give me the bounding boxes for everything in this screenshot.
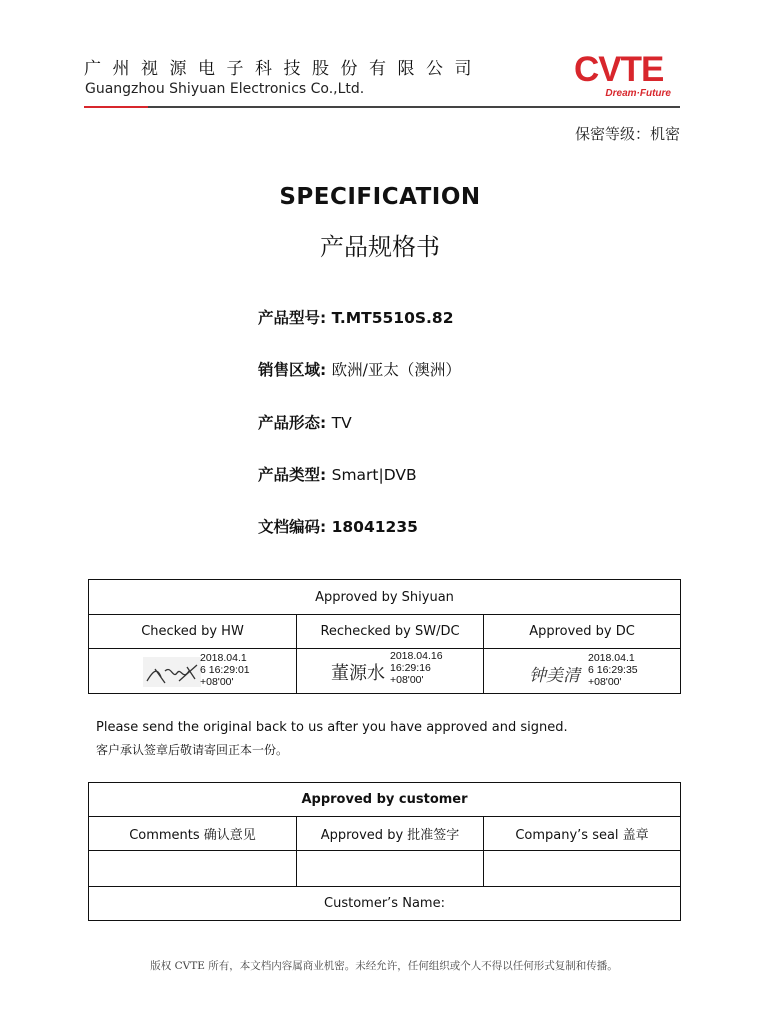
shiyuan-approval-table [88, 579, 681, 694]
field-value: Smart|DVB [331, 466, 417, 484]
field-value: 18041235 [331, 518, 418, 536]
field-label: 产品型号: [258, 309, 332, 327]
cvte-logo [574, 50, 686, 102]
return-instruction-chinese: 客户承认签章后敬请寄回正本一份。 [96, 743, 289, 757]
field-value: 欧洲/亚太（澳洲） [331, 361, 461, 379]
signature-cell-hw [89, 649, 297, 694]
document-title: SPECIFICATION [279, 184, 481, 210]
digital-signature-stamp [390, 650, 443, 686]
stamp-timezone: +08'00' [200, 676, 234, 688]
field-document-code [258, 515, 418, 537]
stamp-time: 6 16:29:01 [200, 664, 250, 676]
field-label: 产品形态: [258, 414, 332, 432]
signature-cell-sw-dc [297, 649, 484, 694]
column-approved-by: Approved by 批准签字 [297, 817, 484, 851]
field-value: T.MT5510S.82 [331, 309, 454, 327]
confidentiality-level: 保密等级：机密 [574, 125, 680, 143]
logo-tagline: Dream·Future [605, 88, 671, 99]
stamp-timezone: +08'00' [588, 676, 622, 688]
stamp-timezone: +08'00' [390, 674, 424, 686]
field-label: 文档编码: [258, 518, 332, 536]
signature-cell-dc [484, 649, 681, 694]
column-comments: Comments 确认意见 [89, 817, 297, 851]
approval-table-title: Approved by Shiyuan [89, 580, 681, 615]
field-sales-region [258, 358, 461, 380]
customer-table-title: Approved by customer [89, 783, 681, 817]
stamp-time: 6 16:29:35 [588, 664, 638, 676]
field-value: TV [331, 414, 352, 432]
customer-approval-table [88, 782, 681, 921]
column-rechecked-by-sw-dc: Rechecked by SW/DC [297, 615, 484, 649]
stamp-date: 2018.04.16 [390, 650, 443, 662]
header-divider-accent [84, 106, 148, 108]
field-product-model [258, 306, 453, 328]
column-company-seal: Company’s seal 盖章 [484, 817, 681, 851]
column-approved-by-dc: Approved by DC [484, 615, 681, 649]
handwritten-signature-text: 董源水 [331, 663, 385, 684]
stamp-date: 2018.04.1 [200, 652, 247, 664]
stamp-date: 2018.04.1 [588, 652, 635, 664]
field-product-type [258, 463, 417, 485]
digital-signature-stamp [200, 652, 250, 688]
field-label: 销售区域: [258, 361, 332, 379]
comments-entry-cell[interactable] [89, 851, 297, 887]
handwritten-signature-image [143, 657, 201, 687]
field-product-form [258, 411, 352, 433]
column-checked-by-hw: Checked by HW [89, 615, 297, 649]
copyright-footer: 版权 CVTE 所有，本文档内容属商业机密。未经允许，任何组织或个人不得以任何形式复制和传播。 [150, 960, 618, 972]
company-name-english: Guangzhou Shiyuan Electronics Co.,Ltd. [85, 81, 365, 97]
customer-name-cell[interactable]: Customer’s Name: [89, 887, 681, 921]
return-instruction-english: Please send the original back to us after you have approved and signed. [96, 720, 568, 735]
digital-signature-stamp [588, 652, 638, 688]
logo-wordmark: CVTE [574, 50, 664, 89]
document-title-chinese: 产品规格书 [320, 233, 440, 261]
company-seal-entry-cell[interactable] [484, 851, 681, 887]
header-divider [84, 106, 680, 108]
field-label: 产品类型: [258, 466, 332, 484]
company-name-chinese: 广州视源电子科技股份有限公司 [84, 59, 483, 79]
handwritten-signature-text: 钟美清 [529, 666, 580, 686]
approval-signature-entry-cell[interactable] [297, 851, 484, 887]
stamp-time: 16:29:16 [390, 662, 431, 674]
